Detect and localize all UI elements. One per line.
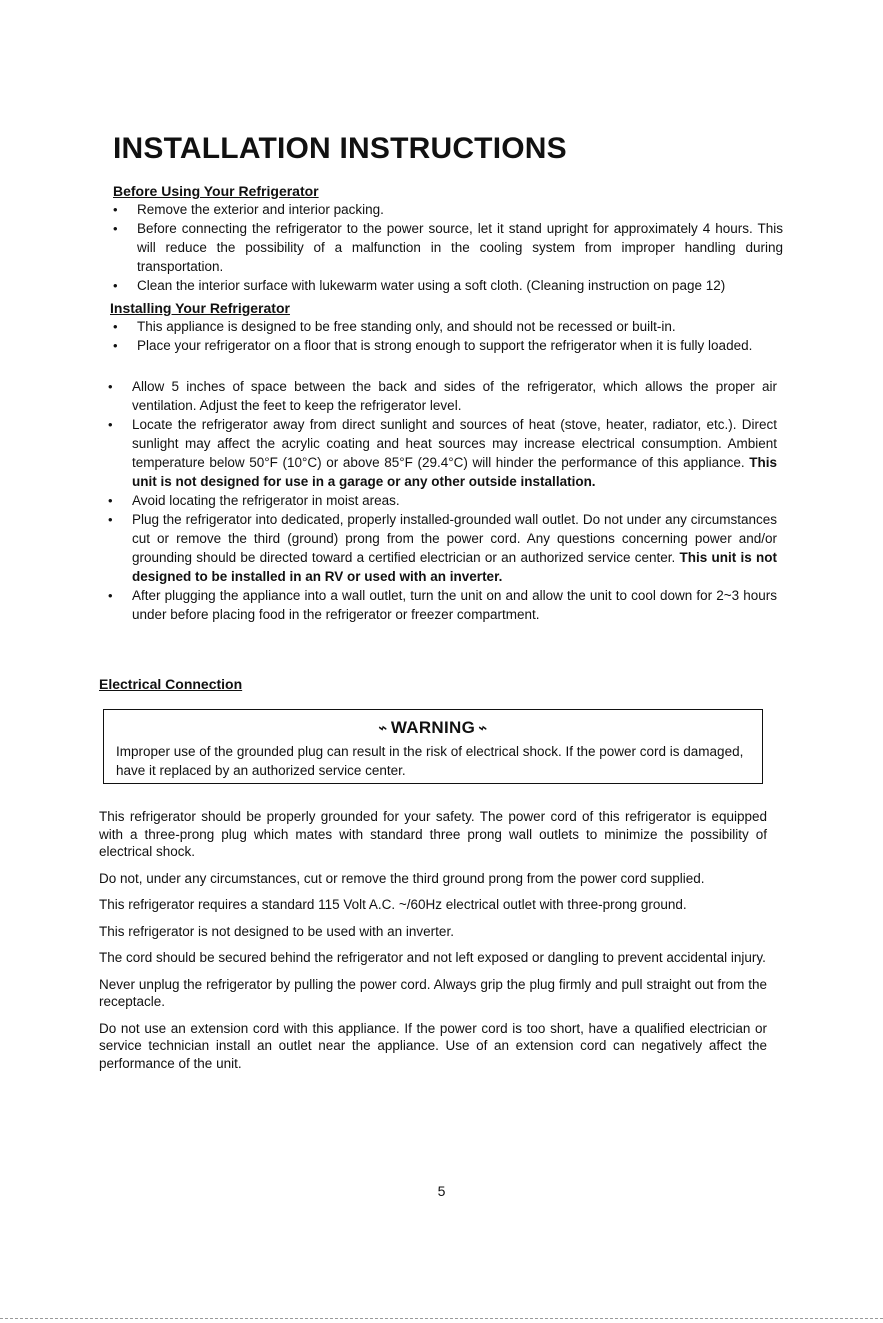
warning-box [103,709,763,784]
bottom-rule [0,1318,883,1319]
section-heading-installing: Installing Your Refrigerator [110,300,290,316]
installing-list-a [113,317,781,355]
list-item-text: Remove the exterior and interior packing. [137,202,384,217]
paragraph: Do not, under any circumstances, cut or remove the third ground prong from the power cord supplied. [99,870,705,886]
paragraph: This refrigerator is not designed to be used with an inverter. [99,923,454,939]
list-item [113,336,781,355]
section-heading-before-using: Before Using Your Refrigerator [113,183,319,199]
list-item [108,586,777,624]
list-item-text: Place your refrigerator on a floor that is strong enough to support the refrigerator when it is fully loaded. [137,338,753,353]
lightning-icon: ⌁ [375,720,391,737]
list-item-text: Plug the refrigerator into dedicated, properly installed-grounded wall outlet. Do not under any circumstances cut or remove the third (ground) prong from the power cord. Any questions concerning power and/or grounding should be directed toward a certified electrician or an authorized service center. [132,512,777,565]
list-item-text: Allow 5 inches of space between the back and sides of the refrigerator, which allows the proper air ventilation. Adjust the feet to keep the refrigerator level. [132,379,777,413]
before-using-list [113,200,783,295]
list-item-text: Clean the interior surface with lukewarm water using a soft cloth. (Cleaning instruction on page 12) [137,278,726,293]
paragraph: Do not use an extension cord with this appliance. If the power cord is too short, have a qualified electrician or service technician install an outlet near the appliance. Use of an extension cord can negatively affect the performance of the unit. [99,1020,767,1071]
list-item [108,510,777,586]
list-item [108,377,777,415]
list-item-text: Avoid locating the refrigerator in moist areas. [132,493,400,508]
warning-label: WARNING [390,718,476,737]
bullet-dot-icon: • [108,512,113,527]
list-item [113,219,783,276]
list-item-emphasis: This unit is not designed for use in a garage or any other outside installation. [132,455,777,489]
bullet-dot-icon: • [108,588,113,603]
list-item-text: Locate the refrigerator away from direct sunlight and sources of heat (stove, heater, radiator, etc.). Direct sunlight may affect the acrylic coating and heat sources may increase electrical consumption. Ambient temperature below 50°F (10°C) or above 85°F (29.4°C) will hinder the performance of this appliance. [132,417,777,470]
paragraph: This refrigerator requires a standard 115 Volt A.C. ~/60Hz electrical outlet with three-prong ground. [99,897,687,912]
list-item [113,317,781,336]
installing-list-b [108,377,777,624]
bullet-dot-icon: • [113,221,118,236]
page-title: INSTALLATION INSTRUCTIONS [113,132,567,165]
lightning-icon: ⌁ [475,720,491,737]
list-item [113,276,783,295]
list-item [113,200,783,219]
warning-text: Improper use of the grounded plug can result in the risk of electrical shock. If the power cord is damaged, have it replaced by an authorized service center. [116,744,744,778]
section-heading-electrical: Electrical Connection [99,676,243,692]
list-item-text: After plugging the appliance into a wall outlet, turn the unit on and allow the unit to cool down for 2~3 hours under before placing food in the refrigerator or freezer compartment. [132,588,777,622]
bullet-dot-icon: • [108,379,113,394]
paragraph: This refrigerator should be properly grounded for your safety. The power cord of this refrigerator is equipped with a three-prong plug which mates with standard three prong wall outlets to minimize the possibility of electrical shock. [99,809,767,859]
bullet-dot-icon: • [113,319,118,334]
list-item-text: This appliance is designed to be free standing only, and should not be recessed or built-in. [137,319,676,334]
list-item-text: Before connecting the refrigerator to the power source, let it stand upright for approximately 4 hours. This will reduce the possibility of a malfunction in the cooling system from improper handling during transportation. [137,221,783,274]
bullet-dot-icon: • [113,202,118,217]
list-item [108,415,777,491]
paragraph: The cord should be secured behind the refrigerator and not left exposed or dangling to prevent accidental injury. [99,950,766,965]
list-item-emphasis: This unit is not designed to be installed in an RV or used with an inverter. [132,550,777,584]
bullet-dot-icon: • [113,278,118,293]
list-item [108,491,777,510]
bullet-dot-icon: • [108,417,113,432]
page-number: 5 [437,1183,446,1199]
bullet-dot-icon: • [108,493,113,508]
electrical-paragraphs [99,808,767,1081]
paragraph: Never unplug the refrigerator by pulling the power cord. Always grip the plug firmly and pull straight out from the receptacle. [99,976,767,1009]
warning-title [104,718,762,738]
bullet-dot-icon: • [113,338,118,353]
